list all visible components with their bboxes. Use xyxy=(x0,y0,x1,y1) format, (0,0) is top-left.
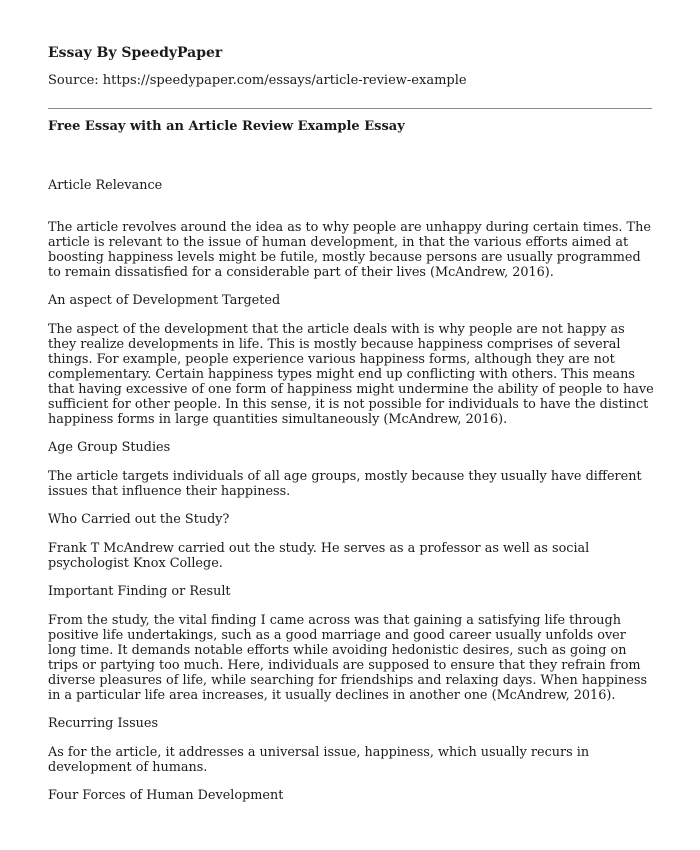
section-heading: Recurring Issues xyxy=(48,716,159,731)
section-paragraph: The aspect of the development that the article deals with is why people are not happy as they realize developments in life. This is mostly because happiness comprises of several things. For example, people experience various happiness forms, although they are not complementary. Certain happiness types might end up conflicting with others. This means that having excessive of one form of happiness might undermine the ability of people to have sufficient for other people. In this sense, it is not possible for individuals to have the distinct happiness forms in large quantities simultaneously (McAndrew, 2016). xyxy=(48,322,654,427)
section-paragraph: The article revolves around the idea as to why people are unhappy during certain times. The article is relevant to the issue of human development, in that the various efforts aimed at boosting happiness levels might be futile, mostly because persons are usually programmed to remain dissatisfied for a considerable part of their lives (McAndrew, 2016). xyxy=(48,220,651,280)
section-paragraph: Frank T McAndrew carried out the study. He serves as a professor as well as social psychologist Knox College. xyxy=(48,541,590,571)
section-heading: Who Carried out the Study? xyxy=(48,512,230,527)
section-paragraph: As for the article, it addresses a universal issue, happiness, which usually recurs in development of humans. xyxy=(48,745,590,775)
section-paragraph: From the study, the vital finding I came across was that gaining a satisfying life through positive life undertakings, such as a good marriage and good career usually unfolds over long time. It demands notable efforts while avoiding hedonistic desires, such as going on trips or partying too much. Here, individuals are supposed to ensure that they refrain from diverse pleasures of life, while searching for friendships and relaxing days. When happiness in a particular life area increases, it usually declines in another one (McAndrew, 2016). xyxy=(48,613,648,703)
section-heading: Age Group Studies xyxy=(48,440,171,455)
essay-title: Free Essay with an Article Review Example Essay xyxy=(48,119,405,134)
header-divider xyxy=(48,108,652,109)
section-heading: Important Finding or Result xyxy=(48,584,231,599)
essay-body xyxy=(48,178,656,803)
section-heading: An aspect of Development Targeted xyxy=(48,293,281,308)
section-heading: Article Relevance xyxy=(48,178,163,193)
document-source-line: Source: https://speedypaper.com/essays/article-review-example xyxy=(48,73,467,88)
document-header-title: Essay By SpeedyPaper xyxy=(48,45,223,61)
section-heading: Four Forces of Human Development xyxy=(48,788,284,803)
section-paragraph: The article targets individuals of all age groups, mostly because they usually have different issues that influence their happiness. xyxy=(48,469,642,499)
